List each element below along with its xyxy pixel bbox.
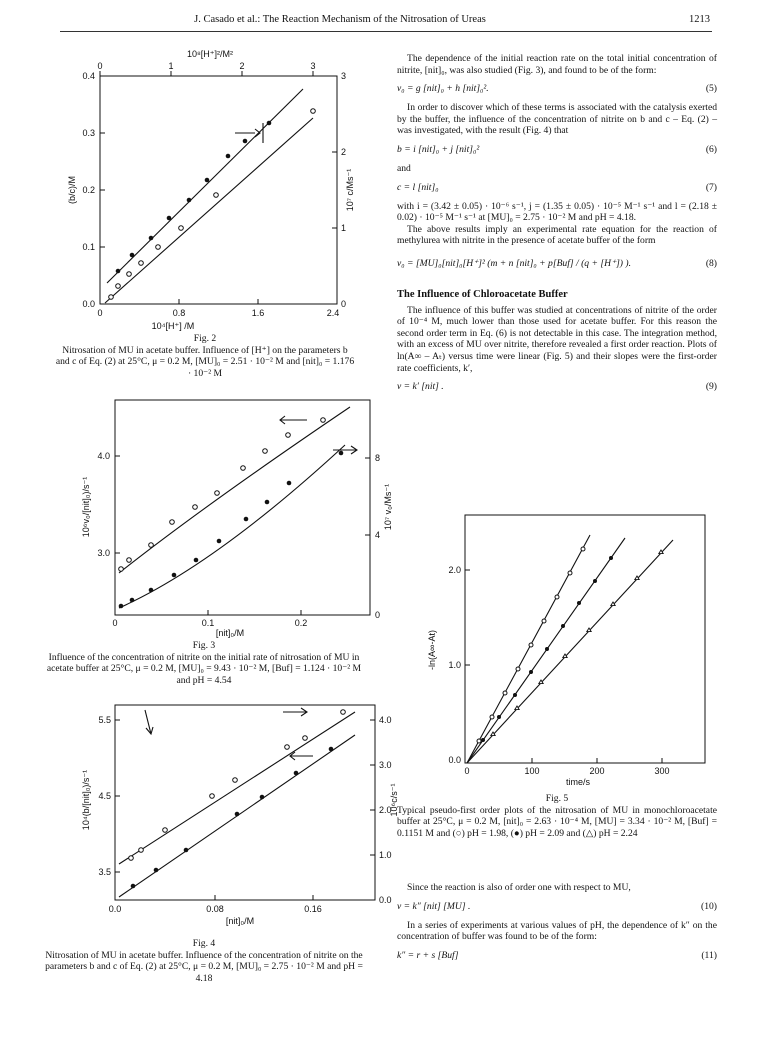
page-number: 1213 (689, 14, 710, 25)
fig4-left-axis (81, 715, 120, 877)
fig3-left-label: 10⁶v₀/[nit]₀)/s⁻¹ (81, 476, 91, 538)
fig2-right-tick: 1 (341, 223, 347, 233)
fig3-bottom-tick: 0.1 (201, 618, 215, 628)
fig4-arrows (145, 708, 313, 760)
fig4-right-tick: 2.0 (379, 805, 392, 815)
fig4-bottom-tick: 0.0 (108, 904, 122, 914)
fig3-right-axis (365, 453, 393, 620)
fig2-caption-title: Fig. 2 (193, 333, 217, 344)
fig4-left-tick: 5.5 (98, 715, 111, 725)
fig4-caption-text: Nitrosation of MU in acetate buffer. Influence of the concentration of nitrite on the parameters b and c of Eq. (2) at 25°C, μ = 0.2 M, [MU]₀ = 2.75 · 10⁻² M and pH = 4.18 (45, 949, 363, 984)
paragraph: with i = (3.42 ± 0.05) · 10⁻⁶ s⁻¹, j = (1.35 ± 0.05) · 10⁻⁵ M⁻¹ s⁻¹ and l = (2.18 ± 0.02) · 10⁻⁵ M⁻¹ s⁻¹ at [MU]₀ = 2.75 · 10⁻² M and pH = 4.18. (397, 200, 717, 224)
fig2-top-label: 10⁸[H⁺]²/M² (186, 49, 234, 59)
fig2-top-tick: 2 (239, 61, 245, 71)
fig5-bottom-axis (464, 758, 669, 787)
paragraph: In order to discover which of these terms is associated with the catalysis exerted by the buffer, the influence of the concentration of nitrite on b and c – Eq. (2) – was investigated, with the result (Fig. 4) that (397, 102, 717, 137)
fig3-left-axis (81, 451, 120, 558)
paragraph: The dependence of the initial reaction rate on the total initial concentration of nitrite, [nit]₀, was also studied (Fig. 3), and found to be of the form: (397, 53, 717, 76)
right-column-text-lower (397, 882, 717, 969)
fig5-bottom-label: time/s (565, 777, 591, 787)
figure-3 (55, 395, 393, 640)
fig5-left-axis (427, 565, 470, 765)
fig2-line-open (105, 118, 313, 303)
fig5-caption-text: Typical pseudo-first order plots of the nitrosation of MU in monochloroacetate buffer at 25°C, μ = 0.2 M, [nit]₀ = 2.63 · 10⁻⁴ M, [MU] = 3.34 · 10⁻² M, [Buf] = 0.1151 M and (○) pH = 1.98, (●) pH = 2.09 and (△) pH = 2.24 (397, 804, 717, 839)
equation-5: v₀ = g [nit]₀ + h [nit]₀². (5) (397, 83, 717, 95)
figure-2-caption (55, 333, 355, 379)
equation-8: v₀ = [MU]₀[nit]₀[H⁺]² (m + n [nit]₀ + p[Buf] / (q + [H⁺]) ). (8) (397, 257, 717, 269)
fig5-left-tick: 2.0 (448, 565, 461, 575)
figure-5-caption (397, 793, 717, 839)
equation-10: v = k″ [nit] [MU] . (10) (397, 900, 717, 912)
figure-3-caption (45, 640, 363, 686)
fig4-right-tick: 1.0 (379, 850, 392, 860)
equation-11: k″ = r + s [Buf] (11) (397, 949, 717, 961)
fig4-right-axis (370, 715, 399, 905)
figure-4-caption (45, 938, 363, 984)
fig5-line-open (467, 535, 590, 763)
fig3-filled-points (119, 451, 344, 609)
fig2-bottom-tick: 0 (97, 308, 103, 318)
fig3-caption-title: Fig. 3 (192, 640, 216, 651)
fig3-bottom-label: [nit]₀/M (215, 628, 245, 638)
header-rule (60, 31, 712, 32)
equation-9: v = k′ [nit] . (9) (397, 381, 717, 393)
fig3-left-tick: 3.0 (97, 548, 110, 558)
fig2-left-tick: 0.4 (82, 71, 95, 81)
fig2-left-tick: 0.3 (82, 128, 95, 138)
fig2-top-tick: 0 (97, 61, 103, 71)
fig4-left-tick: 3.5 (98, 867, 111, 877)
fig4-right-tick: 3.0 (379, 760, 392, 770)
fig3-bottom-axis (112, 610, 307, 638)
fig5-left-tick: 0.0 (448, 755, 461, 765)
figure-5-plot (415, 510, 715, 785)
fig2-top-axis (97, 49, 315, 76)
section-heading: The Influence of Chloroacetate Buffer (397, 288, 568, 300)
fig5-left-tick: 1.0 (448, 660, 461, 670)
fig2-left-label: (b/c)/M (67, 176, 77, 204)
right-column-text (397, 53, 717, 400)
fig2-bottom-tick: 2.4 (326, 308, 340, 318)
figure-4-plot (55, 700, 399, 930)
fig3-curve-open (119, 407, 350, 573)
paragraph: The above results imply an experimental rate equation for the reaction of methylurea with nitrite in the presence of acetate buffer of the form (397, 223, 717, 247)
fig4-left-tick: 4.5 (98, 791, 111, 801)
fig3-open-points (119, 418, 326, 572)
figure-2 (55, 48, 355, 338)
figure-4 (55, 700, 399, 930)
figure-2-plot (55, 48, 355, 338)
fig2-right-tick: 3 (341, 71, 347, 81)
fig3-right-tick: 4 (375, 530, 381, 540)
fig5-triangle-points (491, 550, 663, 736)
fig2-left-tick: 0.2 (82, 185, 95, 195)
fig4-open-points (129, 710, 346, 861)
paragraph: The influence of this buffer was studied at concentrations of nitrite of the order of 10⁻⁴ M, much lower than those used for acetate buffer. For this reason the second order term in Eq. (6) is not detectable in this case. The integration method, with an excess of MU over nitrite, therefore revealed a first order reaction. Plots of ln(A∞ – Aₜ) versus time were linear (Fig. 5) and their slopes were the first-order rate coefficients, k′, (397, 304, 717, 374)
fig3-arrows (280, 416, 357, 454)
fig4-left-label: 10⁴(b/[nit]₀)/s⁻¹ (81, 769, 91, 831)
fig3-right-tick: 0 (375, 610, 381, 620)
fig5-left-label: -ln(A∞-At) (427, 630, 437, 670)
fig5-bottom-tick: 300 (654, 766, 670, 776)
fig2-left-tick: 0.1 (82, 242, 95, 252)
fig2-bottom-tick: 1.6 (251, 308, 265, 318)
fig4-bottom-label: [nit]₀/M (225, 916, 255, 926)
fig4-bottom-tick: 0.16 (304, 904, 322, 914)
equation-7: c = l [nit]₀ (7) (397, 181, 717, 193)
fig2-top-tick: 3 (310, 61, 316, 71)
fig3-right-label: 10⁷ v₀/Ms⁻¹ (383, 483, 393, 531)
fig2-right-axis (332, 71, 355, 309)
fig4-caption-title: Fig. 4 (192, 938, 216, 949)
fig5-bottom-tick: 100 (524, 766, 540, 776)
fig2-top-tick: 1 (168, 61, 174, 71)
paragraph: and (397, 162, 411, 174)
fig2-right-label: 10⁷ c/Ms⁻¹ (345, 168, 355, 212)
fig2-right-tick: 2 (341, 147, 347, 157)
fig3-curve-filled (119, 445, 345, 608)
paragraph: In a series of experiments at various values of pH, the dependence of k″ on the concentration of buffer was found to be of the form: (397, 919, 717, 943)
fig3-bottom-tick: 0.2 (294, 618, 308, 628)
fig2-open-points (109, 109, 316, 300)
fig2-caption-text: Nitrosation of MU in acetate buffer. Influence of [H⁺] on the parameters b and c of Eq. (2) at 25°C, μ = 0.2 M, [MU]₀ = 2.51 · 10⁻² M and [nit]₀ = 1.176 · 10⁻² M (55, 344, 355, 379)
fig4-right-label: 10⁶c/s⁻¹ (389, 783, 399, 817)
fig2-right-tick: 0 (341, 299, 347, 309)
fig2-left-tick: 0.0 (82, 299, 95, 309)
paragraph: Since the reaction is also of order one with respect to MU, (407, 882, 631, 893)
fig5-caption-title: Fig. 5 (545, 793, 569, 804)
fig4-filled-points (131, 747, 334, 889)
fig2-line-filled (107, 89, 303, 283)
equation-6: b = i [nit]₀ + j [nit]₀² (6) (397, 143, 717, 155)
fig2-left-axis (67, 71, 105, 309)
fig4-right-tick: 4.0 (379, 715, 392, 725)
figure-3-plot (55, 395, 393, 640)
fig5-bottom-tick: 0 (464, 766, 470, 776)
fig3-right-tick: 8 (375, 453, 381, 463)
running-title: J. Casado et al.: The Reaction Mechanism of the Nitrosation of Ureas (194, 14, 486, 25)
fig3-left-tick: 4.0 (97, 451, 110, 461)
figure-5 (415, 510, 715, 785)
fig2-bottom-label: 10⁴[H⁺] /M (151, 321, 195, 331)
fig4-right-tick: 0.0 (379, 895, 392, 905)
fig4-line-open (119, 712, 355, 864)
fig3-caption-text: Influence of the concentration of nitrite on the initial rate of nitrosation of MU in acetate buffer at 25°C, μ = 0.2 M, [MU]₀ = 9.43 · 10⁻² M, [Buf] = 1.124 · 10⁻² M and pH = 4.54 (46, 651, 362, 686)
fig4-bottom-tick: 0.08 (206, 904, 224, 914)
fig2-bottom-tick: 0.8 (172, 308, 186, 318)
fig3-bottom-tick: 0 (112, 618, 118, 628)
fig5-bottom-tick: 200 (589, 766, 605, 776)
